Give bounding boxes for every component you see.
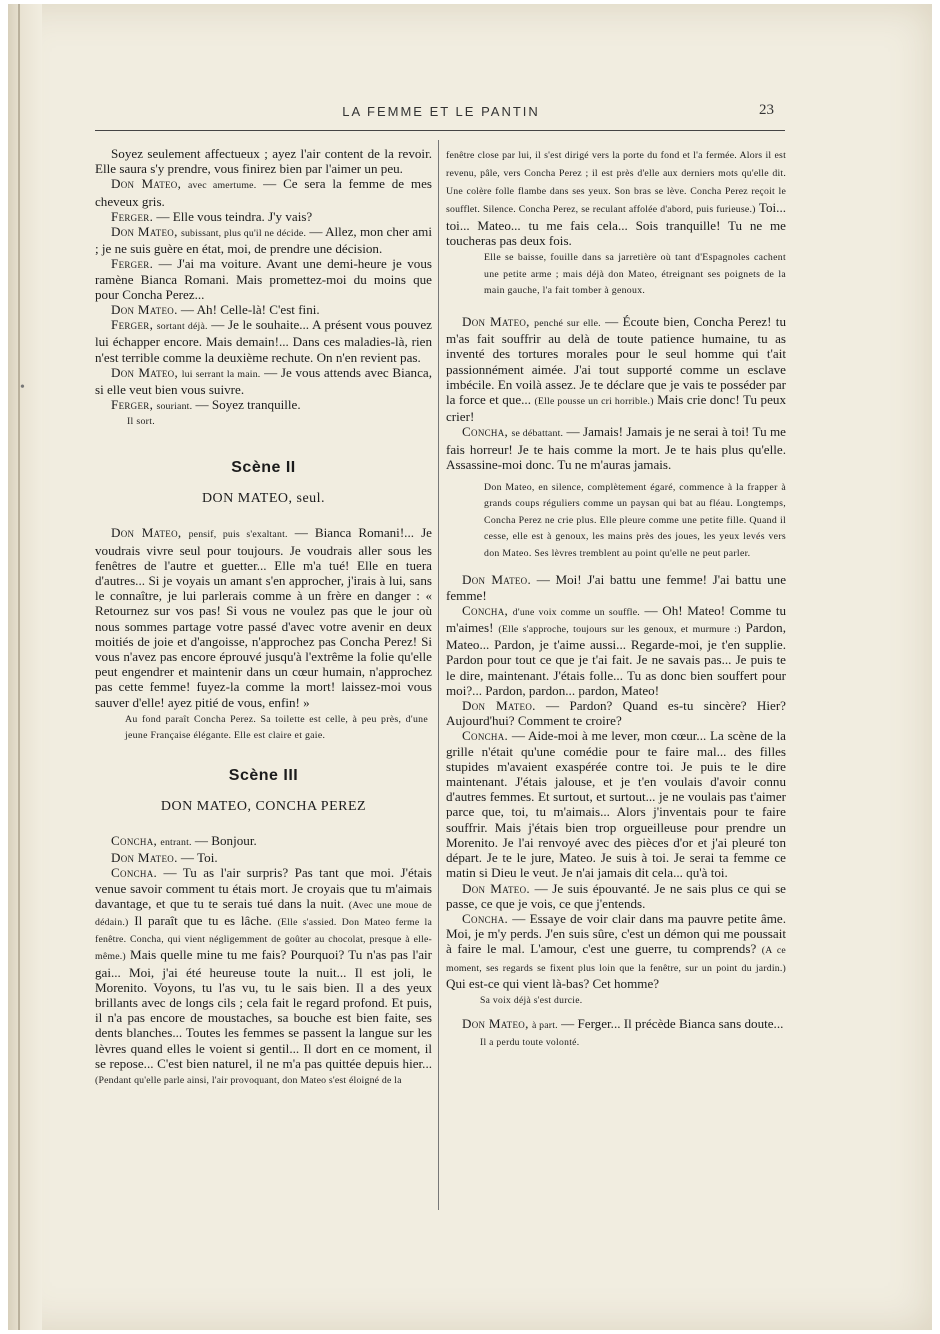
- scene-title: Scène II: [231, 459, 296, 477]
- dialogue-line: [95, 525, 432, 709]
- dialogue-line: [95, 317, 432, 365]
- left-column: [95, 146, 432, 1088]
- stage-direction-block: Elle se baisse, fouille dans sa jarretière où tant d'Espagnoles cachent une petite arme ; mais déjà don Mateo, étreignant ses poignets de la main gauche, l'a fait tomber à genoux.: [484, 252, 786, 297]
- line-text: Pardon, Mateo... Pardon, je t'aime aussi... Regarde-moi, je t'en supplie. Pardon pour tout ce que je t'ai fait. Je ne savais pas... Je puis te le dire, maintenant. J'étais folle... Tu as donc bien souffert pour moi?... Pardon, pardon... pardon, Mateo!: [446, 620, 786, 698]
- line-text: Mais quelle mine tu me fais? Pourquoi? Tu n'as pas l'air gai... Moi, j'ai été heureuse toute la nuit... Il est joli, le Morenito. Voyons, tu l'as vu, tu le sais bien. Il a des yeux brillants avec de longs cils ; cela fait le regard profond. Et puis, il n'a pas encore de moustaches, sa bouche est bien faite, ses dents blanches... Toutes les femmes se passent la langue sur les lèvres quand elles le voient si gentil... Il dort en ce moment, il se repose... C'est bien naturel, il ne m'a pas quittée depuis hier...: [95, 947, 432, 1071]
- line-text: — Aide-moi à me lever, mon cœur... La scène de la grille n'était qu'une comédie pour te faire mal... des filles stupides m'avaient exaspérée contre toi. Je puis te le dire maintenant. J'étais jalouse, et je t'en voulais d'avoir connu d'autres femmes. Et surtout, et surtout... je ne voulais pas t'aimer parce que, toi, tu m'aimais... Alors j'inventais pour te faire souffrir. Mais j'étais bien trop orgueilleuse pour prendre un Morenito. Je l'ai renvoyé avec des pièces d'or et j'ai pleuré ton départ. Je te le jure, Mateo. Je suis à toi. Je serai ta femme ce matin si Dieu le veut. Je n'ai jamais dit cela... qu'à toi.: [446, 728, 786, 881]
- line-text: — Soyez tranquille.: [192, 397, 301, 413]
- speaker: Concha,: [462, 424, 509, 440]
- stage-direction: fenêtre close par lui, il s'est dirigé vers la porte du fond et l'a fermée. Alors il est revenu, pâle, vers Concha Perez ; il est près d'elle aux derniers mots qu'elle dit. Une colère folle flambe dans ses yeux. Son bras se lève. Concha Perez reçoit le soufflet. Silence. Concha Perez, se reculant affolée d'abord, puis furieuse.): [446, 150, 786, 215]
- line-text: — Ah! Celle-là! C'est fini.: [177, 302, 320, 318]
- speaker: Don Mateo.: [462, 572, 532, 588]
- stage-direction: (Elle s'approche, toujours sur les genoux, et murmure :): [498, 624, 741, 636]
- line-text: — Moi! J'ai battu une femme! J'ai battu une femme!: [446, 572, 786, 603]
- dialogue-line: [446, 881, 786, 911]
- stage-direction: entrant.: [160, 836, 192, 848]
- dialogue-line: [446, 728, 786, 880]
- speaker: Ferger,: [111, 317, 154, 333]
- stage-direction: (Elle pousse un cri horrible.): [534, 395, 654, 407]
- line-text: — Je suis épouvanté. Je ne sais plus ce qui se passe, ce que je vois, ce que j'entends.: [446, 880, 786, 911]
- dialogue-line: [446, 424, 786, 472]
- dialogue-line: [95, 176, 432, 208]
- dialogue-line: [95, 224, 432, 256]
- line-text: — Tu as l'air surpris? Pas tant que moi. J'étais venue savoir comment tu étais mort. Je croyais que tu m'aimais davantage, et que tu te serais tué dans la nuit.: [95, 865, 432, 911]
- line-text: — Elle vous teindra. J'y vais?: [153, 208, 313, 224]
- running-title: LA FEMME ET LE PANTIN: [342, 104, 540, 119]
- stage-direction: subissant, plus qu'il ne décide.: [180, 228, 307, 240]
- speaker: Ferger.: [111, 208, 154, 224]
- line-text: — Je le souhaite... A présent vous pouvez lui échapper encore. Mais demain!... Dans ces maladies-là, rien n'est terrible comme la deuxième rechute. On n'en revient pas.: [95, 317, 432, 365]
- speaker: Don Mateo,: [111, 364, 179, 380]
- line-text: — Allez, mon cher ami ; je ne suis guère en état, moi, de prendre une décision.: [95, 224, 432, 257]
- dialogue-line: [95, 397, 432, 414]
- speaker: Ferger,: [111, 397, 154, 413]
- page-number: 23: [759, 102, 774, 118]
- line-text: Il paraît que tu es lâche.: [128, 912, 278, 928]
- dialogue-line: [95, 256, 432, 302]
- line-text: — Oh! Mateo! Comme tu m'aimes!: [446, 602, 786, 636]
- stage-direction: avec amertume.: [188, 180, 257, 192]
- dialogue-line: [446, 1016, 786, 1033]
- speaker: Don Mateo.: [111, 850, 178, 866]
- line-text: — Pardon? Quand es-tu sincère? Hier? Aujourd'hui? Comment te croire?: [446, 698, 786, 729]
- line-text: — Ferger... Il précède Bianca sans doute...: [557, 1015, 784, 1031]
- stage-direction: (Pendant qu'elle parle ainsi, l'air provoquant, don Mateo s'est éloigné de la: [95, 1074, 402, 1086]
- line-text: — Bonjour.: [191, 832, 257, 848]
- stage-direction: d'une voix comme un souffle.: [512, 606, 640, 618]
- stage-direction: souriant.: [156, 401, 193, 413]
- stage-direction: (A ce moment, ses regards se fixent plus loin que la fenêtre, sur un point du jardin.): [446, 945, 786, 974]
- stage-direction-block: Au fond paraît Concha Perez. Sa toilette est celle, à peu près, d'une jeune Française élégante. Elle est claire et gaie.: [125, 713, 428, 742]
- speaker: Don Mateo,: [111, 525, 182, 541]
- dialogue-line: [446, 572, 786, 602]
- dialogue-line: [446, 146, 786, 248]
- stage-direction: penché sur elle.: [534, 317, 601, 329]
- speaker: Concha,: [462, 602, 509, 618]
- spine-crease: [18, 4, 20, 1330]
- dialogue-line: [95, 865, 432, 1088]
- speaker: Concha.: [111, 865, 158, 881]
- running-header: [96, 104, 786, 126]
- line-text: Toi... toi... Mateo... tu me fais cela... Sois tranquille! Tu ne me toucheras pas deux fois.: [446, 200, 786, 249]
- line-text: Mais crie donc! Tu peux crier!: [446, 391, 786, 425]
- speaker: Don Mateo,: [111, 176, 182, 192]
- line-text: — J'ai ma voiture. Avant une demi-heure je vous ramène Bianca Romani. Mais promettez-moi du moins que pour Concha Perez...: [95, 256, 432, 302]
- line-text: — Jamais! Jamais je ne serai à toi! Tu me fais horreur! Je te hais comme la mort. Je te hais plus qu'elle. Assassine-moi donc. Tu ne m'auras jamais.: [446, 424, 786, 472]
- header-rule: [95, 130, 785, 131]
- dialogue-line: [95, 833, 432, 850]
- dialogue-line: [446, 314, 786, 424]
- speaker: Concha.: [462, 728, 509, 744]
- line-text: — Essaye de voir clair dans ma pauvre petite âme. Moi, je m'y perds. J'en suis sûre, c'est un démon qui me poussait à faire le mal. L'amour, c'est une guerre, tu comprends?: [446, 910, 786, 957]
- dialogue-line: [446, 698, 786, 728]
- dialogue-line: [95, 302, 432, 317]
- stage-direction: à part.: [531, 1019, 558, 1031]
- speaker: Don Mateo,: [462, 313, 530, 329]
- line-text: — Ce sera la femme de mes cheveux gris.: [95, 176, 432, 209]
- speaker: Don Mateo.: [111, 302, 178, 318]
- line-text: Qui est-ce qui vient là-bas? Cet homme?: [446, 975, 660, 991]
- stage-direction-note: Sa voix déjà s'est durcie.: [480, 994, 583, 1006]
- stage-direction-note: Il a perdu toute volonté.: [480, 1037, 580, 1049]
- column-divider: [438, 140, 439, 1210]
- scene-title: Scène III: [228, 766, 299, 784]
- dialogue-line: [446, 603, 786, 698]
- speaker: Don Mateo,: [111, 224, 178, 240]
- stage-direction-block: Don Mateo, en silence, complètement égaré, commence à la frapper à grands coups réguliers comme un paysan qui bat au fléau. Longtemps, Concha Perez ne crie plus. Elle pleure comme une petite fille. Quand il cesse, elle est à genoux, les mains près des joues, les yeux levés vers don Mateo. Ses lèvres tremblent au point qu'elle ne peut parler.: [484, 481, 786, 559]
- speaker: Concha.: [462, 910, 509, 926]
- dialogue-line: [95, 209, 432, 224]
- line-text: — Je vous attends avec Bianca, si elle veut bien vous suivre.: [95, 364, 432, 398]
- stage-direction: (Avec une moue de dédain.): [95, 899, 432, 928]
- stage-direction: lui serrant la main.: [181, 368, 261, 380]
- stage-direction: (Elle s'assied. Don Mateo ferme la fenêtre. Concha, qui vient négligemment de goûter au chocolat, presque à elle-même.): [95, 916, 432, 963]
- line-text: — Toi.: [177, 850, 218, 866]
- scene-cast: DON MATEO, CONCHA PEREZ: [160, 798, 367, 814]
- page-spine-shadow: [8, 4, 42, 1330]
- speaker: Don Mateo.: [462, 880, 530, 896]
- stage-direction: se débattant.: [511, 428, 564, 440]
- dialogue-line: [95, 850, 432, 865]
- stage-direction: sortant déjà.: [156, 321, 208, 333]
- exit-direction: Il sort.: [127, 416, 155, 428]
- speaker: Don Mateo.: [462, 698, 536, 714]
- dialogue-line: [95, 365, 432, 397]
- line-text: — Écoute bien, Concha Perez! tu m'as fait souffrir au delà de toute patience humaine, tu as inventé des tortures morales pour le seul homme qui t'ait passionnément aimée. J'ai tout supporté comme un esclave imbécile. En voilà assez. Je te déclare que je vais te posséder par la force et que...: [446, 313, 786, 407]
- scene-cast: DON MATEO, seul.: [201, 491, 326, 507]
- speaker: Concha,: [111, 832, 158, 848]
- paragraph: Soyez seulement affectueux ; ayez l'air content de la revoir. Elle saura s'y prendre, vous finirez bien par l'aimer un peu.: [95, 146, 432, 177]
- speaker: Don Mateo,: [462, 1015, 529, 1031]
- stage-direction: pensif, puis s'exaltant.: [188, 529, 288, 541]
- margin-mark: •: [20, 380, 25, 395]
- right-column: [446, 146, 786, 1048]
- line-text: — Bianca Romani!... Je voudrais vivre seul pour toujours. Je voudrais aller sous les fenêtres de l'autre et guetter... Elle m'a tué! Elle en tuera d'autres... Si je voyais un amant s'en approcher, j'irais à lui, sans le connaître, je lui parlerais comme à un frère en danger : « Retournez sur vos pas! Si vous ne voulez pas que le jour où nous sommes partage votre passé d'avec votre avenir en deux moitiés de joie et d'angoisse, n'approchez pas Concha Perez! Si vous n'avez pas encore éprouvé jusqu'à l'extrême la folie qu'elle peut engendrer et maintenir dans un cœur humain, n'approchez pas cette femme! fuyez-la comme la mort! laissez-moi vous sauver d'elle! ayez pitié de vous, enfin! »: [95, 525, 432, 710]
- speaker: Ferger.: [111, 256, 154, 272]
- dialogue-line: [446, 911, 786, 991]
